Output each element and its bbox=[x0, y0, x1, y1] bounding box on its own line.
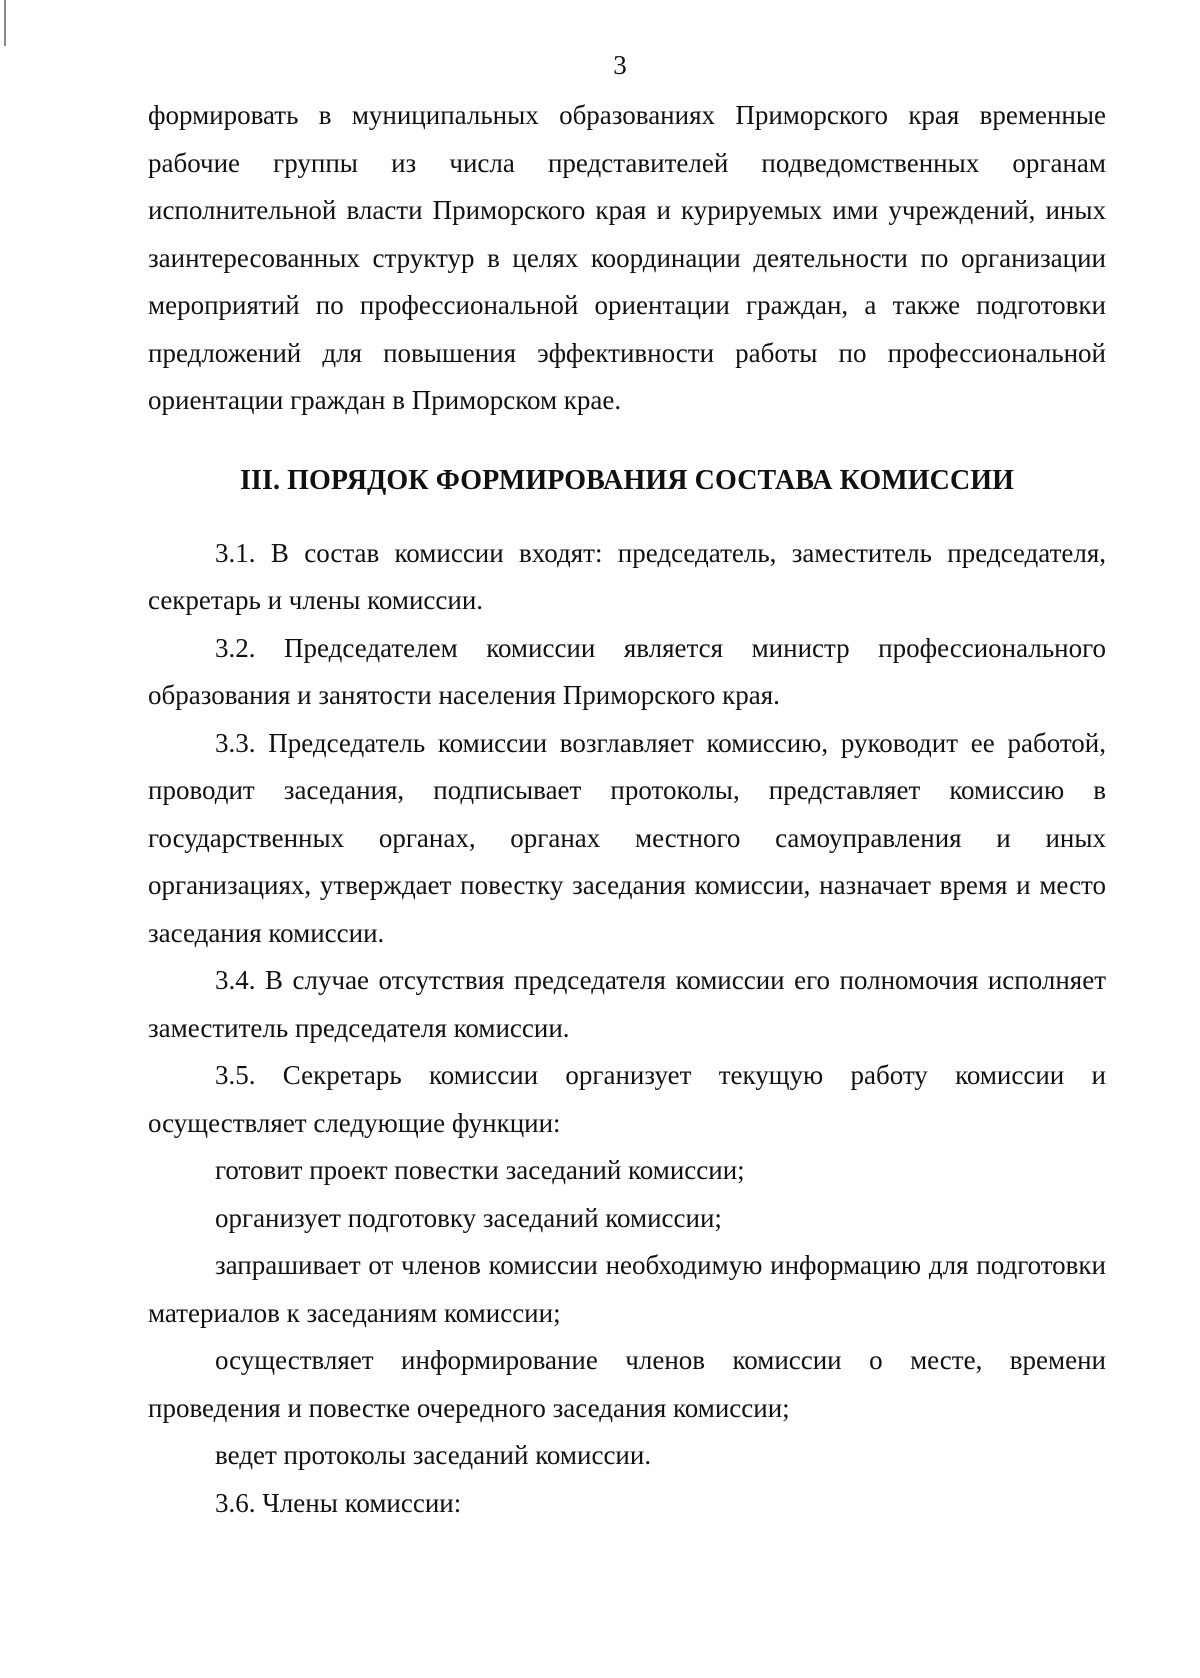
intro-paragraph: формировать в муниципальных образованиях Приморского края временные рабочие группы из числа представителей подведомственных органам исполнительной власти Приморского края и курируемых ими учреждений, иных заинтересованных структур в целях координации деятельности по организации мероприятий по профессиональной ориентации граждан, а также подготовки предложений для повышения эффективности работы по профессиональной ориентации граждан в Приморском крае. bbox=[148, 100, 1106, 415]
list-item-minutes: ведет протоколы заседаний комиссии. bbox=[215, 1440, 652, 1470]
paragraph-3-6: 3.6. Члены комиссии: bbox=[215, 1487, 462, 1518]
page-number: 3 bbox=[613, 50, 627, 80]
paragraph-3-1: 3.1. В состав комиссии входят: председатель, заместитель председателя, секретарь и члены комиссии. bbox=[148, 537, 1106, 615]
paragraph-3-5: 3.5. Секретарь комиссии организует текущую работу комиссии и осуществляет следующие функции: bbox=[148, 1060, 1106, 1138]
list-item-agenda: готовит проект повестки заседаний комиссии; bbox=[215, 1155, 745, 1185]
paragraph-3-4: 3.4. В случае отсутствия председателя комиссии его полномочия исполняет заместитель председателя комиссии. bbox=[148, 965, 1106, 1043]
list-item-notify-members: осуществляет информирование членов комиссии о месте, времени проведения и повестке очередного заседания комиссии; bbox=[148, 1345, 1106, 1423]
section-heading: III. ПОРЯДОК ФОРМИРОВАНИЯ СОСТАВА КОМИССИИ bbox=[239, 464, 1015, 496]
scan-edge-mark bbox=[4, 0, 6, 46]
paragraph-3-3: 3.3. Председатель комиссии возглавляет комиссию, руководит ее работой, проводит заседания, подписывает протоколы, представляет комиссию в государственных органах, органах местного самоуправления и иных организациях, утверждает повестку заседания комиссии, назначает время и место заседания комиссии. bbox=[148, 727, 1106, 948]
document-body bbox=[148, 92, 1106, 1527]
list-item-preparation: организует подготовку заседаний комиссии; bbox=[215, 1202, 722, 1233]
list-item-request-info: запрашивает от членов комиссии необходимую информацию для подготовки материалов к заседаниям комиссии; bbox=[148, 1250, 1106, 1328]
paragraph-3-2: 3.2. Председателем комиссии является министр профессионального образования и занятости населения Приморского края. bbox=[148, 632, 1106, 710]
